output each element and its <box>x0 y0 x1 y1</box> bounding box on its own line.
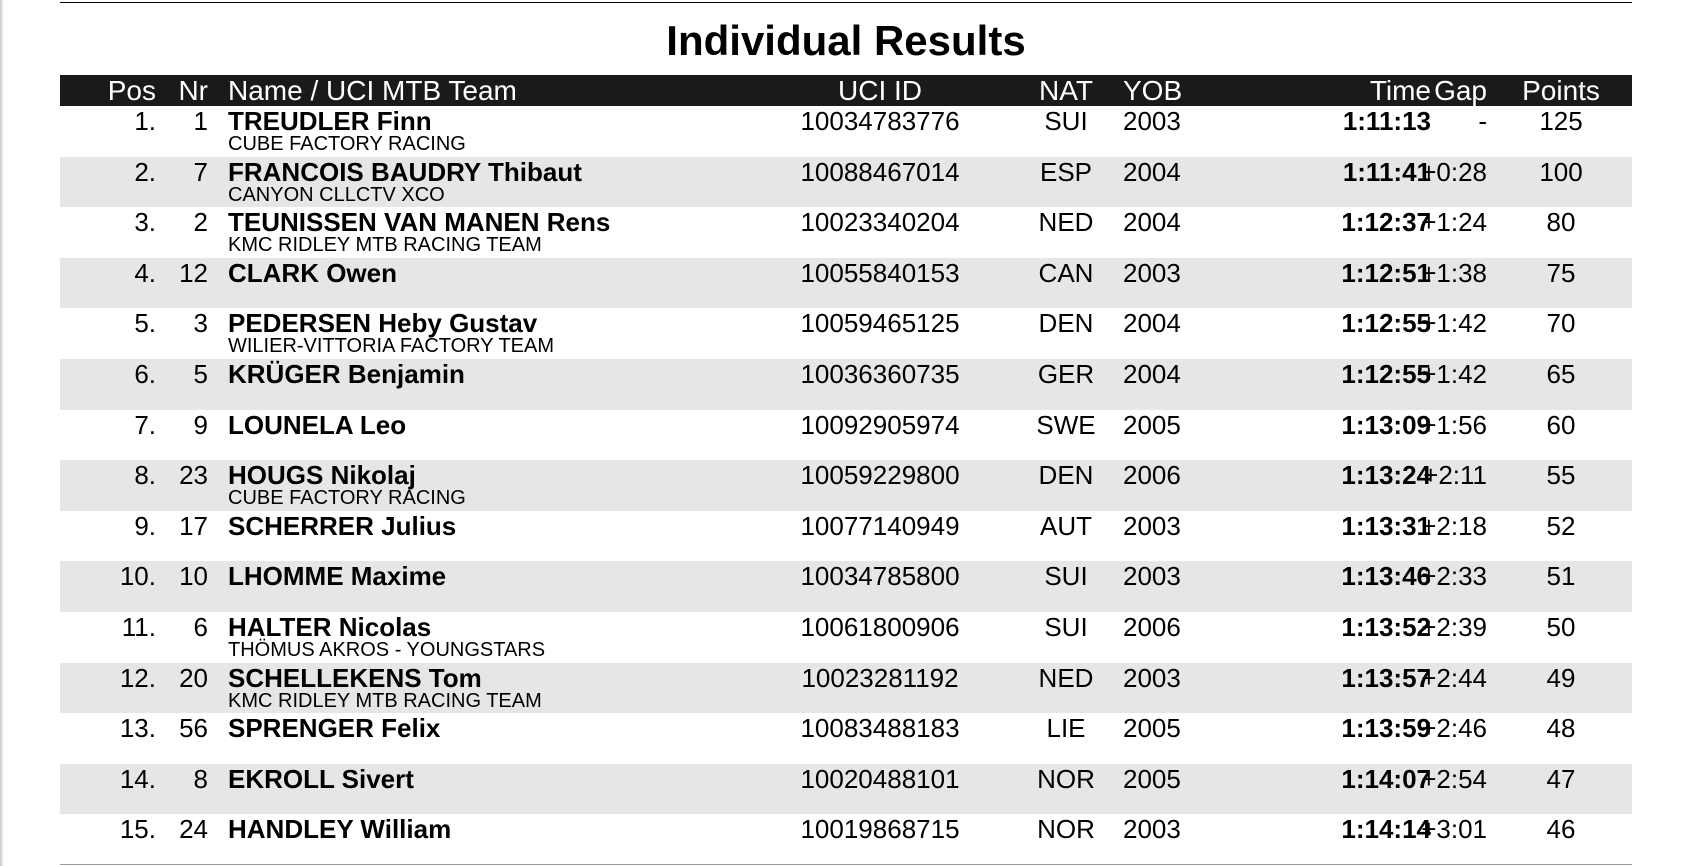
time-cell: 1:13:24 <box>1341 460 1431 491</box>
gap-cell: +2:33 <box>1421 561 1487 592</box>
time-cell: 1:13:46 <box>1341 561 1431 592</box>
team-name-cell: KMC RIDLEY MTB RACING TEAM <box>228 234 542 257</box>
table-body <box>60 106 1632 865</box>
time-cell: 1:12:55 <box>1341 358 1431 389</box>
bottom-rule <box>60 864 1632 865</box>
time-cell: 1:13:09 <box>1341 409 1431 440</box>
time-cell: 1:14:14 <box>1341 814 1431 845</box>
gap-cell: +0:28 <box>1421 156 1487 187</box>
year-of-birth-cell: 2004 <box>1123 358 1181 389</box>
bib-number-cell: 5 <box>193 358 208 389</box>
table-row: 5. 3 PEDERSEN Heby Gustav 10059465125 DEN 2004 1:12:55 +1:42 70 WILIER-VITTORIA FACTORY TEAM <box>134 308 1576 358</box>
gap-cell: +2:46 <box>1421 713 1487 744</box>
year-of-birth-cell: 2004 <box>1123 156 1181 187</box>
rider-name-cell: HOUGS Nikolaj <box>228 460 416 491</box>
table-row: 1. 1 TREUDLER Finn 10034783776 SUI 2003 1:11:13 - 125 CUBE FACTORY RACING <box>134 106 1583 155</box>
year-of-birth-cell: 2003 <box>1123 814 1181 845</box>
table-row: 8. 23 HOUGS Nikolaj 10059229800 DEN 2006 1:13:24 +2:11 55 CUBE FACTORY RACING <box>60 460 1632 511</box>
rider-name-cell: KRÜGER Benjamin <box>228 358 465 389</box>
pos-cell: 14. <box>119 763 156 794</box>
pos-cell: 13. <box>119 713 156 744</box>
header-gap: Gap <box>1434 75 1487 106</box>
header-nr: Nr <box>178 75 208 106</box>
results-table <box>60 75 1632 865</box>
bib-number-cell: 20 <box>179 662 208 693</box>
pos-cell: 5. <box>134 308 156 339</box>
year-of-birth-cell: 2003 <box>1123 510 1181 541</box>
table-row: 7. 9 LOUNELA Leo 10092905974 SWE 2005 1:13:09 +1:56 60 <box>134 409 1576 440</box>
rider-name-cell: CLARK Owen <box>228 257 397 288</box>
year-of-birth-cell: 2005 <box>1123 713 1181 744</box>
pos-cell: 12. <box>119 662 156 693</box>
rider-name-cell: SCHELLEKENS Tom <box>228 662 482 693</box>
rider-name-cell: TEUNISSEN VAN MANEN Rens <box>228 207 611 238</box>
pos-cell: 15. <box>119 814 156 845</box>
table-row: 12. 20 SCHELLEKENS Tom 10023281192 NED 2003 1:13:57 +2:44 49 KMC RIDLEY MTB RACING TEAM <box>60 663 1632 714</box>
time-cell: 1:11:41 <box>1342 156 1431 187</box>
pos-cell: 7. <box>134 409 156 440</box>
gap-cell: +2:39 <box>1421 611 1487 642</box>
year-of-birth-cell: 2003 <box>1123 257 1181 288</box>
year-of-birth-cell: 2006 <box>1123 460 1181 491</box>
header-time: Time <box>1369 75 1431 106</box>
bib-number-cell: 10 <box>179 561 208 592</box>
pos-cell: 1. <box>134 106 156 136</box>
bib-number-cell: 1 <box>193 106 208 136</box>
gap-cell: +2:18 <box>1421 510 1487 541</box>
gap-cell: - <box>1478 106 1487 136</box>
table-header: Pos Nr Name / UCI MTB Team UCI ID NAT YOB Time Gap Points <box>60 75 1632 106</box>
table-row: 10. 10 LHOMME Maxime 10034785800 SUI 2003 1:13:46 +2:33 51 <box>60 561 1632 612</box>
header-name: Name / UCI MTB Team <box>228 75 517 106</box>
pos-cell: 10. <box>119 561 156 592</box>
rider-name-cell: LHOMME Maxime <box>228 561 447 592</box>
bib-number-cell: 3 <box>193 308 208 339</box>
rider-name-cell: LOUNELA Leo <box>228 409 407 440</box>
table-row: 3. 2 TEUNISSEN VAN MANEN Rens 10023340204 NED 2004 1:12:37 +1:24 80 KMC RIDLEY MTB RACING TEAM <box>134 207 1576 257</box>
year-of-birth-cell: 2004 <box>1123 308 1181 339</box>
rider-name-cell: SPRENGER Felix <box>228 713 441 744</box>
pos-cell: 9. <box>134 510 156 541</box>
year-of-birth-cell: 2003 <box>1123 561 1181 592</box>
table-row: 2. 7 FRANCOIS BAUDRY Thibaut 10088467014 ESP 2004 1:11:41 +0:28 100 CANYON CLLCTV XCO <box>60 157 1632 208</box>
time-cell: 1:12:37 <box>1341 207 1431 238</box>
gap-cell: +1:42 <box>1421 358 1487 389</box>
bib-number-cell: 23 <box>179 460 208 491</box>
team-name-cell: WILIER-VITTORIA FACTORY TEAM <box>228 335 554 358</box>
bib-number-cell: 6 <box>193 611 208 642</box>
rider-name-cell: FRANCOIS BAUDRY Thibaut <box>228 156 582 187</box>
table-row: 13. 56 SPRENGER Felix 10083488183 LIE 2005 1:13:59 +2:46 48 <box>119 713 1576 744</box>
rider-name-cell: EKROLL Sivert <box>228 763 414 794</box>
time-cell: 1:12:51 <box>1341 257 1431 288</box>
time-cell: 1:13:57 <box>1341 662 1431 693</box>
time-cell: 1:13:59 <box>1341 713 1431 744</box>
gap-cell: +2:54 <box>1421 763 1487 794</box>
pos-cell: 6. <box>134 358 156 389</box>
team-name-cell: KMC RIDLEY MTB RACING TEAM <box>228 689 542 712</box>
team-name-cell: CUBE FACTORY RACING <box>228 133 466 155</box>
top-rule <box>60 2 1632 3</box>
gap-cell: +1:24 <box>1421 207 1487 238</box>
table-row: 6. 5 KRÜGER Benjamin 10036360735 GER 2004 1:12:55 +1:42 65 <box>60 359 1632 410</box>
gap-cell: +2:44 <box>1421 662 1487 693</box>
pos-cell: 8. <box>134 460 156 491</box>
table-row: 9. 17 SCHERRER Julius 10077140949 AUT 2003 1:13:31 +2:18 52 <box>134 510 1576 541</box>
year-of-birth-cell: 2006 <box>1123 611 1181 642</box>
header-pos: Pos <box>107 75 156 106</box>
gap-cell: +2:11 <box>1423 460 1487 491</box>
time-cell: 1:13:31 <box>1341 510 1431 541</box>
year-of-birth-cell: 2003 <box>1123 662 1181 693</box>
time-cell: 1:11:13 <box>1342 106 1431 136</box>
team-name-cell: CANYON CLLCTV XCO <box>228 183 445 206</box>
bib-number-cell: 24 <box>179 814 208 845</box>
team-name-cell: THÖMUS AKROS - YOUNGSTARS <box>228 638 546 661</box>
gap-cell: +1:56 <box>1421 409 1487 440</box>
table-row: 14. 8 EKROLL Sivert 10020488101 NOR 2005 1:14:07 +2:54 47 <box>60 764 1632 815</box>
pos-cell: 2. <box>134 156 156 187</box>
rider-name-cell: HALTER Nicolas <box>228 611 432 642</box>
bib-number-cell: 9 <box>193 409 208 440</box>
bib-number-cell: 17 <box>179 510 208 541</box>
time-cell: 1:14:07 <box>1341 763 1431 794</box>
bib-number-cell: 56 <box>179 713 208 744</box>
year-of-birth-cell: 2004 <box>1123 207 1181 238</box>
bib-number-cell: 7 <box>193 156 208 187</box>
year-of-birth-cell: 2005 <box>1123 409 1181 440</box>
rider-name-cell: SCHERRER Julius <box>228 510 457 541</box>
rider-name-cell: PEDERSEN Heby Gustav <box>228 308 538 339</box>
bib-number-cell: 8 <box>193 763 208 794</box>
gap-cell: +1:38 <box>1421 257 1487 288</box>
team-name-cell: CUBE FACTORY RACING <box>228 487 466 510</box>
header-yob: YOB <box>1123 75 1183 106</box>
gap-cell: +1:42 <box>1421 308 1487 339</box>
year-of-birth-cell: 2005 <box>1123 763 1181 794</box>
bib-number-cell: 2 <box>193 207 208 238</box>
pos-cell: 3. <box>134 207 156 238</box>
time-cell: 1:12:55 <box>1341 308 1431 339</box>
pos-cell: 11. <box>121 611 156 642</box>
bib-number-cell: 12 <box>179 257 208 288</box>
table-row: 15. 24 HANDLEY William 10019868715 NOR 2003 1:14:14 +3:01 46 <box>119 814 1576 845</box>
time-cell: 1:13:52 <box>1341 611 1431 642</box>
page-title: Individual Results <box>666 17 1026 64</box>
rider-name-cell: HANDLEY William <box>228 814 452 845</box>
rider-name-cell: TREUDLER Finn <box>228 106 432 136</box>
page-edge-shadow <box>0 0 4 866</box>
table-row: 4. 12 CLARK Owen 10055840153 CAN 2003 1:12:51 +1:38 75 <box>60 258 1632 309</box>
year-of-birth-cell: 2003 <box>1123 106 1181 136</box>
pos-cell: 4. <box>134 257 156 288</box>
table-row: 11. 6 HALTER Nicolas 10061800906 SUI 2006 1:13:52 +2:39 50 THÖMUS AKROS - YOUNGSTARS <box>121 611 1576 661</box>
gap-cell: +3:01 <box>1421 814 1487 845</box>
